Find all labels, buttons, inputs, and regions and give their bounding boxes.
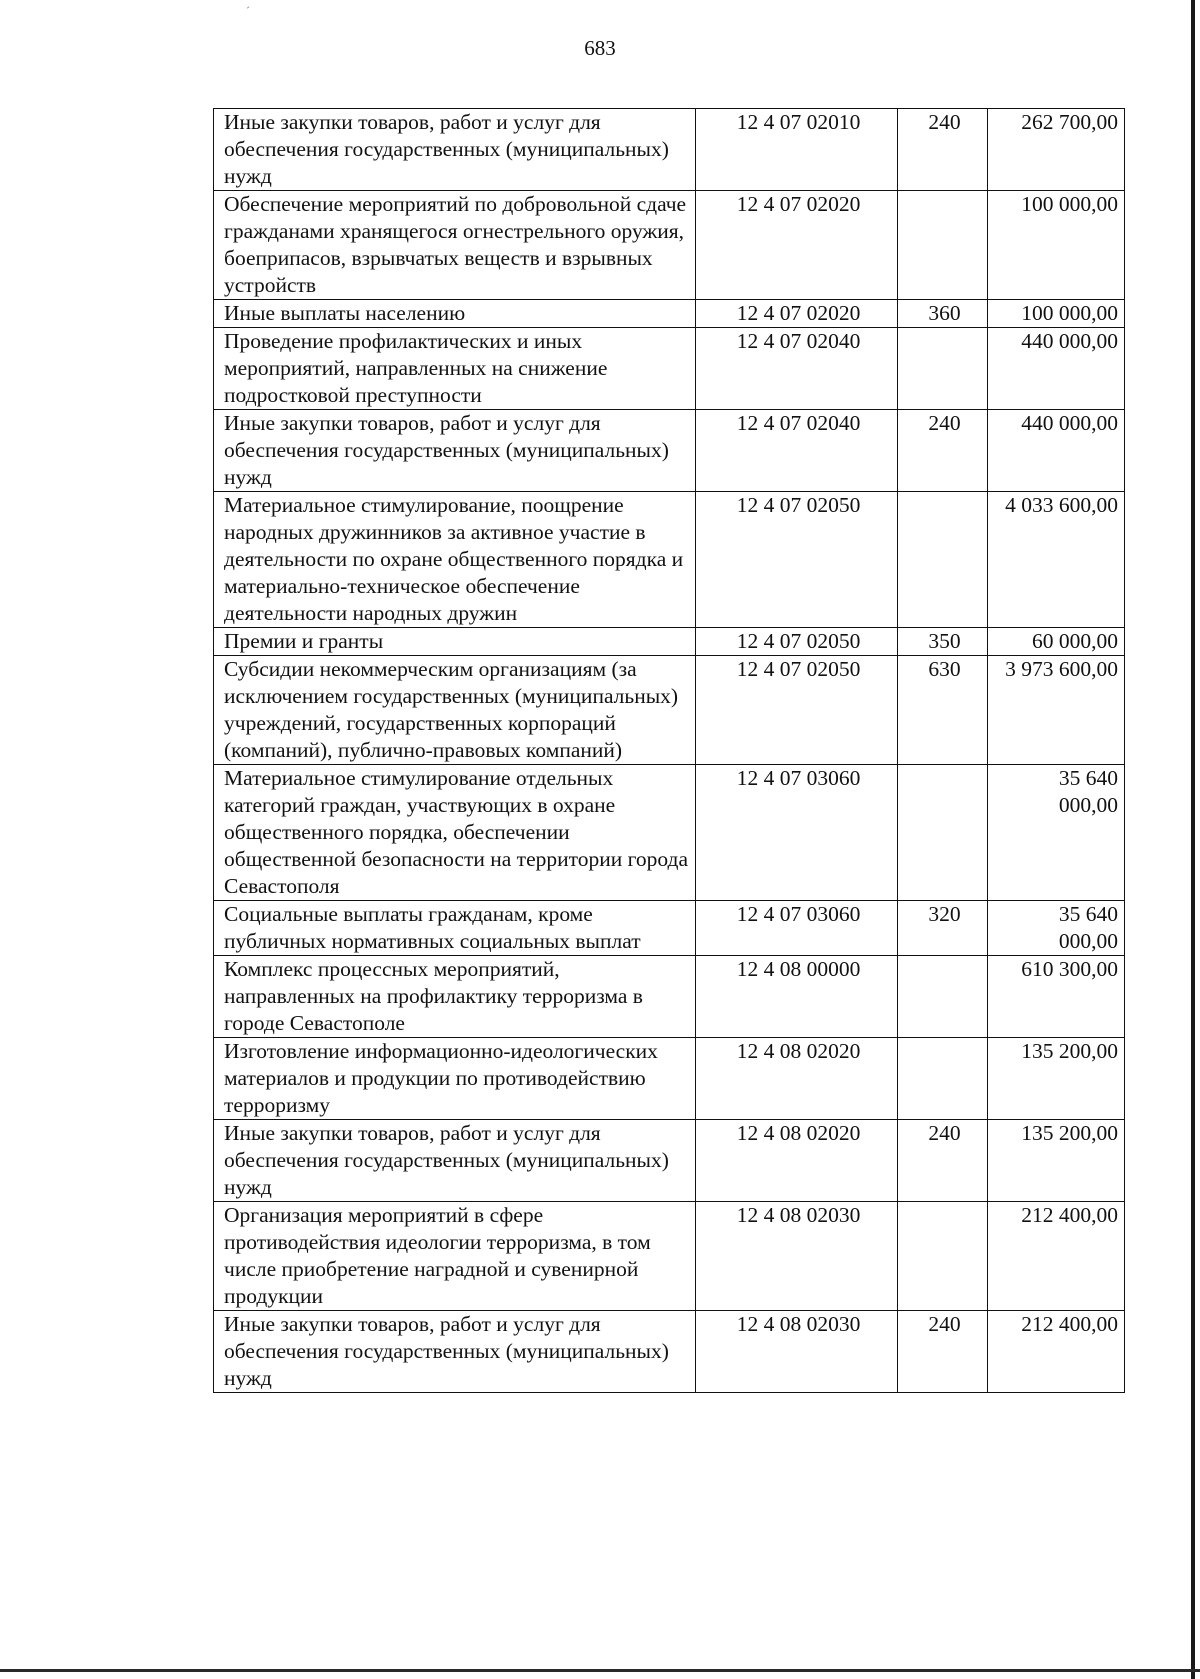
- table-row: [214, 1202, 1125, 1311]
- row-sum-cell: 100 000,00: [988, 300, 1125, 328]
- row-code-cell: 12 4 08 02030: [696, 1202, 898, 1311]
- row-name-cell: Организация мероприятий в сфере противодействия идеологии терроризма, в том числе приобретение наградной и сувенирной продукции: [214, 1202, 696, 1311]
- row-code-cell: 12 4 07 03060: [696, 765, 898, 901]
- row-type-cell: 240: [898, 1120, 988, 1202]
- row-type-cell: [898, 1038, 988, 1120]
- row-sum-cell: 35 640 000,00: [988, 901, 1125, 956]
- row-code-cell: 12 4 07 03060: [696, 901, 898, 956]
- row-type-cell: [898, 328, 988, 410]
- row-sum-cell: 440 000,00: [988, 328, 1125, 410]
- row-sum-cell: 135 200,00: [988, 1120, 1125, 1202]
- row-name-cell: Иные закупки товаров, работ и услуг для обеспечения государственных (муниципальных) нужд: [214, 109, 696, 191]
- row-code-cell: 12 4 08 02030: [696, 1311, 898, 1393]
- row-name-cell: Материальное стимулирование, поощрение народных дружинников за активное участие в деятельности по охране общественного порядка и материально-техническое обеспечение деятельности народных дружин: [214, 492, 696, 628]
- page-number: 683: [584, 36, 616, 60]
- table-row: [214, 1038, 1125, 1120]
- row-code-cell: 12 4 07 02050: [696, 628, 898, 656]
- row-code-cell: 12 4 07 02050: [696, 656, 898, 765]
- scan-speck: ´: [246, 4, 250, 18]
- scan-bottom-border: [0, 1669, 1200, 1672]
- row-name-cell: Премии и гранты: [214, 628, 696, 656]
- row-type-cell: [898, 191, 988, 300]
- row-type-cell: 240: [898, 410, 988, 492]
- row-code-cell: 12 4 07 02020: [696, 300, 898, 328]
- table-row: [214, 191, 1125, 300]
- row-name-cell: Изготовление информационно-идеологических материалов и продукции по противодействию терроризму: [214, 1038, 696, 1120]
- row-code-cell: 12 4 08 02020: [696, 1120, 898, 1202]
- row-type-cell: [898, 1202, 988, 1311]
- row-name-cell: Иные выплаты населению: [214, 300, 696, 328]
- row-name-cell: Материальное стимулирование отдельных категорий граждан, участвующих в охране общественного порядка, обеспечении общественной безопасности на территории города Севастополя: [214, 765, 696, 901]
- table-row: [214, 765, 1125, 901]
- table-row: [214, 328, 1125, 410]
- row-name-cell: Иные закупки товаров, работ и услуг для обеспечения государственных (муниципальных) нужд: [214, 410, 696, 492]
- table-row: [214, 1311, 1125, 1393]
- row-type-cell: 240: [898, 1311, 988, 1393]
- row-type-cell: 630: [898, 656, 988, 765]
- row-name-cell: Субсидии некоммерческим организациям (за исключением государственных (муниципальных) учреждений, государственных корпораций (компаний), публично-правовых компаний): [214, 656, 696, 765]
- row-sum-cell: 135 200,00: [988, 1038, 1125, 1120]
- row-sum-cell: 212 400,00: [988, 1202, 1125, 1311]
- row-type-cell: [898, 492, 988, 628]
- row-code-cell: 12 4 07 02040: [696, 410, 898, 492]
- row-name-cell: Проведение профилактических и иных мероприятий, направленных на снижение подростковой преступности: [214, 328, 696, 410]
- scan-right-border: [1191, 0, 1195, 1679]
- table-row: [214, 956, 1125, 1038]
- row-sum-cell: 100 000,00: [988, 191, 1125, 300]
- table-row: [214, 300, 1125, 328]
- row-sum-cell: 440 000,00: [988, 410, 1125, 492]
- budget-table: [213, 108, 1125, 1393]
- row-code-cell: 12 4 07 02040: [696, 328, 898, 410]
- table-row: [214, 901, 1125, 956]
- table-row: [214, 656, 1125, 765]
- table-row: [214, 492, 1125, 628]
- row-type-cell: [898, 765, 988, 901]
- row-type-cell: [898, 956, 988, 1038]
- row-type-cell: 350: [898, 628, 988, 656]
- table-row: [214, 628, 1125, 656]
- budget-table-body: [214, 109, 1125, 1393]
- row-sum-cell: 35 640 000,00: [988, 765, 1125, 901]
- row-sum-cell: 212 400,00: [988, 1311, 1125, 1393]
- row-name-cell: Комплекс процессных мероприятий, направленных на профилактику терроризма в городе Севастополе: [214, 956, 696, 1038]
- row-type-cell: 360: [898, 300, 988, 328]
- row-sum-cell: 610 300,00: [988, 956, 1125, 1038]
- row-code-cell: 12 4 08 00000: [696, 956, 898, 1038]
- row-name-cell: Иные закупки товаров, работ и услуг для обеспечения государственных (муниципальных) нужд: [214, 1120, 696, 1202]
- row-code-cell: 12 4 07 02020: [696, 191, 898, 300]
- row-sum-cell: 3 973 600,00: [988, 656, 1125, 765]
- row-name-cell: Социальные выплаты гражданам, кроме публичных нормативных социальных выплат: [214, 901, 696, 956]
- row-name-cell: Иные закупки товаров, работ и услуг для обеспечения государственных (муниципальных) нужд: [214, 1311, 696, 1393]
- table-row: [214, 410, 1125, 492]
- table-row: [214, 109, 1125, 191]
- row-name-cell: Обеспечение мероприятий по добровольной сдаче гражданами хранящегося огнестрельного оружия, боеприпасов, взрывчатых веществ и взрывных устройств: [214, 191, 696, 300]
- row-sum-cell: 4 033 600,00: [988, 492, 1125, 628]
- row-code-cell: 12 4 07 02050: [696, 492, 898, 628]
- row-type-cell: 240: [898, 109, 988, 191]
- table-row: [214, 1120, 1125, 1202]
- row-sum-cell: 262 700,00: [988, 109, 1125, 191]
- row-sum-cell: 60 000,00: [988, 628, 1125, 656]
- row-code-cell: 12 4 07 02010: [696, 109, 898, 191]
- row-type-cell: 320: [898, 901, 988, 956]
- row-code-cell: 12 4 08 02020: [696, 1038, 898, 1120]
